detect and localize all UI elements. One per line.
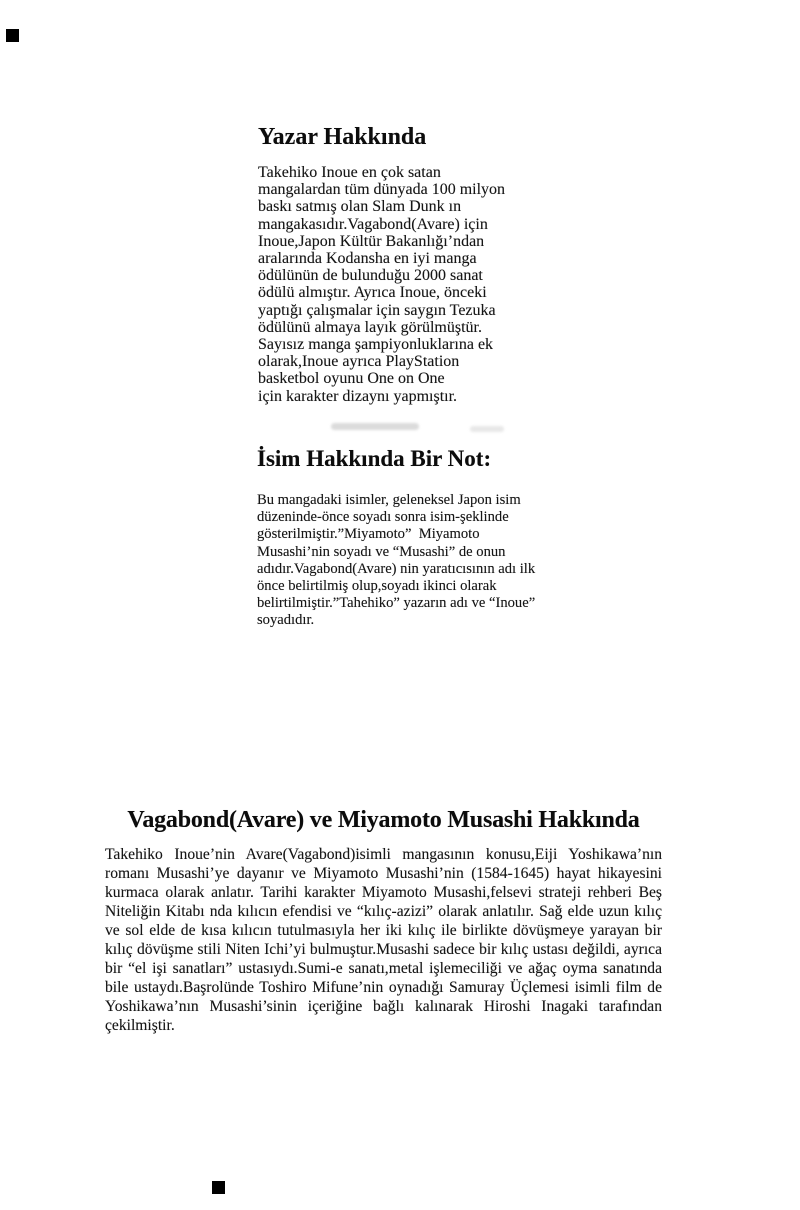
text-line: için karakter dizaynı yapmıştır. — [258, 387, 458, 405]
print-smudge — [331, 423, 419, 430]
vagabond-section-body: Takehiko Inoue’nin Avare(Vagabond)isimli mangasının konusu,Eiji Yoshikawa’nın romanı Musashi’ye dayanır ve Miyamoto Musashi’nin (1584-1645) hayat hikayesini kurmaca olarak anlatır. Tarihi karakter Miyamoto Musashi,felsevi strateji rehberi Beş Niteliğin Kitabı nda kılıcın efendisi ve “kılıç-azizi” olarak anlatılır. Sağ elde uzun kılıç ve sol elde de kısa kılıcın tutulmasıyla her iki kılıç ile birlikte dövüşmeye yarayan bir kılıç dövüşme stili Niten Ichi’yi bulmuştur.Musashi sadece bir kılıç ustası değildi, ayrıca bir “el işi sanatları” ustasıydı.Sumi-e sanatı,metal işlemeciliği ve ağaç oyma sanatında bile ustaydı.Başrolünde Toshiro Mifune’nin oynadığı Samuray Üçlemesi isimli film de Yoshikawa’nın Musashi’sinin içeriğine bağlı kalınarak Hiroshi Inagaki tarafından çekilmiştir. — [105, 846, 662, 1034]
text-line: belirtilmiştir.”Tahehiko” yazarın adı ve “Inoue” — [257, 595, 536, 612]
text-line: mangakasıdır.Vagabond(Avare) için — [258, 215, 488, 233]
text-line: Inoue,Japon Kültür Bakanlığı’ndan — [258, 232, 485, 250]
text-line: Takehiko Inoue en çok satan — [258, 164, 441, 181]
text-line: soyadıdır. — [257, 612, 315, 629]
text-line: Sayısız manga şampiyonluklarına ek — [258, 336, 494, 354]
text-line: Bu mangadaki isimler, geleneksel Japon isim — [257, 492, 521, 508]
text-line: adıdır.Vagabond(Avare) nin yaratıcısının adı ilk — [257, 560, 536, 577]
text-line: Musashi’nin soyadı ve “Musashi” de onun — [257, 543, 506, 560]
scan-mark-top-left — [6, 29, 19, 42]
scan-mark-bottom — [212, 1181, 225, 1194]
name-note-body — [257, 492, 537, 630]
text-line: ödülünün de bulunduğu 2000 sanat — [258, 267, 483, 285]
text-line: mangalardan tüm dünyada 100 milyon — [258, 181, 506, 199]
text-line: aralarında Kodansha en iyi manga — [258, 250, 477, 268]
text-line: önce belirtilmiş olup,soyadı ikinci olarak — [257, 578, 497, 595]
text-line: ödülünü almaya layık görülmüştür. — [258, 318, 482, 336]
text-line: ödülü almıştır. Ayrıca Inoue, önceki — [258, 284, 487, 302]
text-line: gösterilmiştir.”Miyamoto” Miyamoto — [257, 526, 480, 543]
name-note-heading: İsim Hakkında Bir Not: — [257, 446, 492, 471]
vagabond-section-heading: Vagabond(Avare) ve Miyamoto Musashi Hakkında — [127, 807, 640, 833]
author-section-heading: Yazar Hakkında — [258, 124, 427, 150]
text-line: basketbol oyunu One on One — [258, 370, 445, 388]
text-line: düzeninde-önce soyadı sonra isim-şeklinde — [257, 509, 509, 526]
print-smudge — [470, 426, 504, 432]
text-line: baskı satmış olan Slam Dunk ın — [258, 198, 462, 216]
text-line: olarak,Inoue ayrıca PlayStation — [258, 353, 460, 371]
text-line: yaptığı çalışmalar için saygın Tezuka — [258, 301, 496, 319]
author-section-body — [258, 164, 520, 405]
